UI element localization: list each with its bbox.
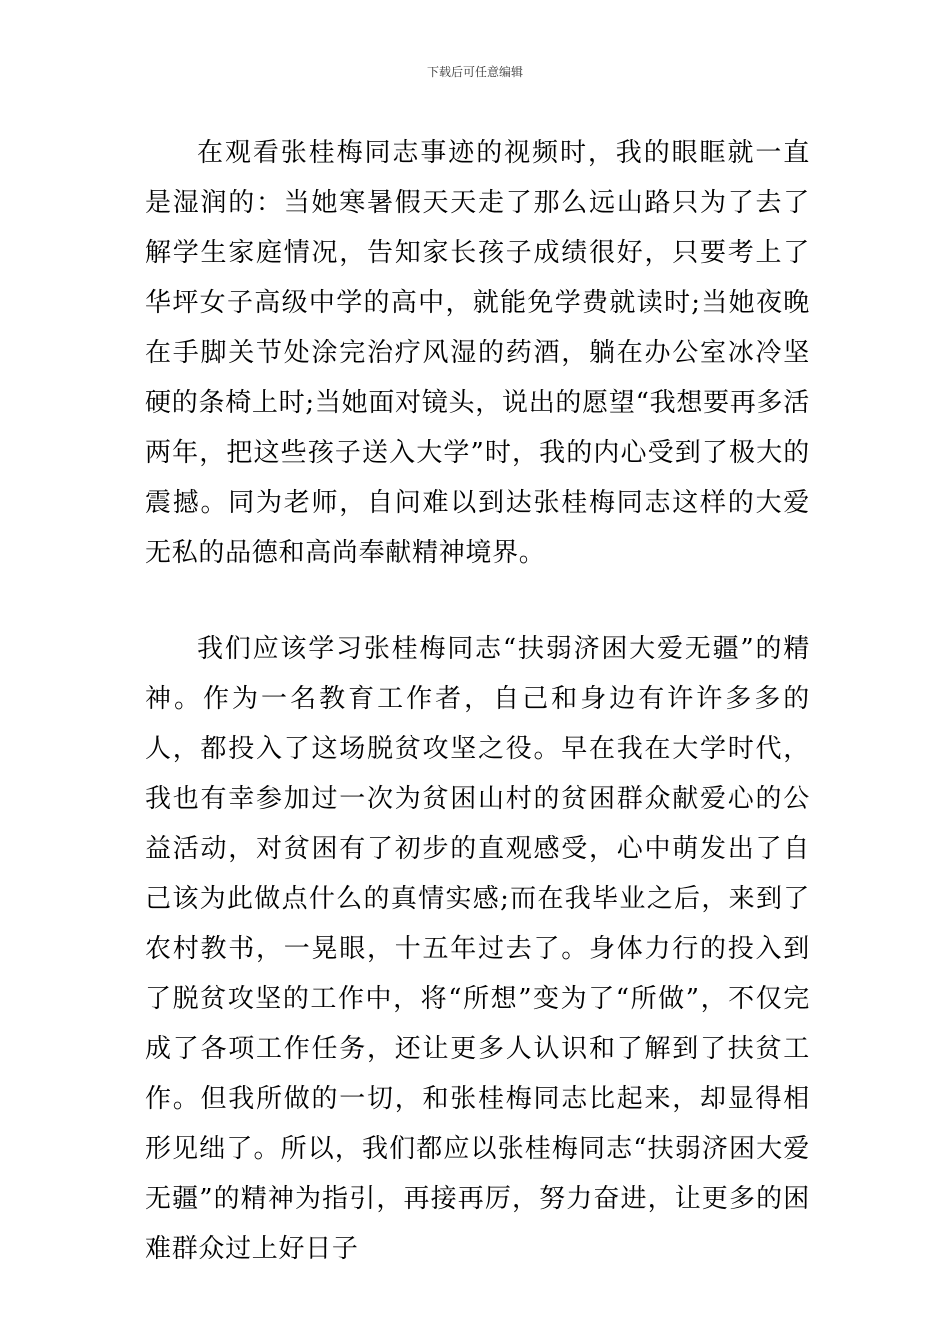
paragraph-reflection: 在观看张桂梅同志事迹的视频时，我的眼眶就一直是湿润的：当她寒暑假天天走了那么远山路只为了去了解学生家庭情况，告知家长孩子成绩很好，只要考上了华坪女子高级中学的高中，就能免学费就读时;当她夜晚在手脚关节处涂完治疗风湿的药酒，躺在办公室冰冷坚硬的条椅上时;当她面对镜头，说出的愿望“我想要再多活两年，把这些孩子送入大学”时，我的内心受到了极大的震撼。同为老师，自问难以到达张桂梅同志这样的大爱无私的品德和高尚奉献精神境界。	[145, 138, 810, 568]
page-header-note: 下载后可任意编辑	[426, 65, 523, 79]
paragraph-learning-spirit: 我们应该学习张桂梅同志“扶弱济困大爱无疆”的精神。作为一名教育工作者，自己和身边有许许多多的人，都投入了这场脱贫攻坚之役。早在我在大学时代，我也有幸参加过一次为贫困山村的贫困群众献爱心的公益活动，对贫困有了初步的直观感受，心中萌发出了自己该为此做点什么的真情实感;而在我毕业之后，来到了农村教书，一晃眼，十五年过去了。身体力行的投入到了脱贫攻坚的工作中，将“所想”变为了“所做”，不仅完成了各项工作任务，还让更多人认识和了解到了扶贫工作。但我所做的一切，和张桂梅同志比起来，却显得相形见绌了。所以，我们都应以张桂梅同志“扶弱济困大爱无疆”的精神为指引，再接再厉，努力奋进，让更多的困难群众过上好日子	[145, 634, 810, 1264]
document-body-section-1	[145, 128, 810, 578]
document-body-section-2	[145, 624, 810, 1274]
